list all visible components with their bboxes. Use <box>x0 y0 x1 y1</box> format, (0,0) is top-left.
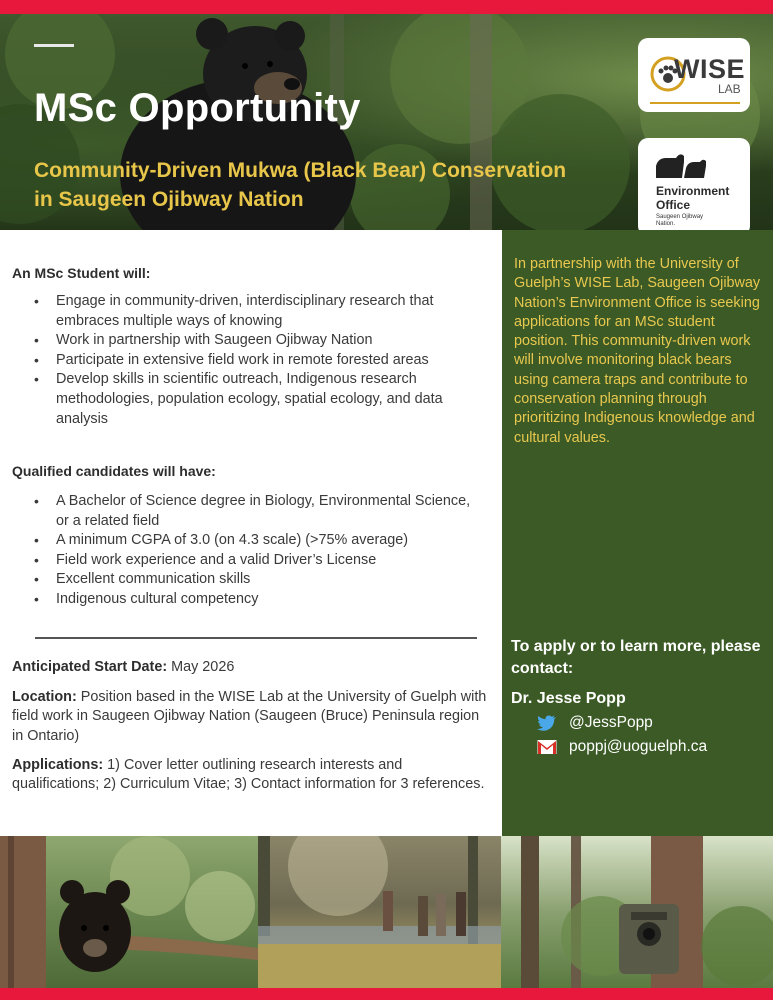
start-date-label: Anticipated Start Date: <box>12 659 168 675</box>
list-item: • Participate in extensive field work in remote forested areas <box>12 351 482 371</box>
env-office-line-2: Office <box>656 198 691 212</box>
top-red-bar <box>0 0 773 14</box>
bear-family-icon <box>654 150 714 180</box>
start-date-value: May 2026 <box>167 659 235 675</box>
student-list <box>12 292 482 429</box>
location <box>12 688 490 746</box>
contact-name: Dr. Jesse Popp <box>511 690 626 707</box>
field-team-photo <box>258 836 501 988</box>
main-content <box>0 230 502 836</box>
subtitle-line-2: in Saugeen Ojibway Nation <box>34 188 304 211</box>
twitter-handle[interactable]: @JessPopp <box>569 714 653 731</box>
twitter-bird-icon <box>537 715 557 731</box>
page-title: MSc Opportunity <box>34 86 361 130</box>
page-subtitle <box>34 156 634 214</box>
qualified-list <box>12 492 482 610</box>
header-banner <box>0 14 773 230</box>
wise-logo-text: WISE <box>674 54 746 84</box>
list-item: • A Bachelor of Science degree in Biology, Environmental Science, or a related field <box>12 492 482 531</box>
env-office-line-1: Environment <box>656 184 730 198</box>
apply-heading: To apply or to learn more, please contact: <box>511 638 761 677</box>
list-item: • Field work experience and a valid Driver’s License <box>12 551 482 571</box>
start-date <box>12 658 490 677</box>
email-contact[interactable] <box>537 738 707 756</box>
environment-office-logo <box>638 138 750 230</box>
bear-cub-photo <box>0 836 258 988</box>
logo-underline-decoration <box>650 98 740 108</box>
sidebar-intro: In partnership with the University of Guelph’s WISE Lab, Saugeen Ojibway Nation’s Environment Office is seeking applications for an MSc student position. This community-driven work will involve monitoring black bears using camera traps and contribute to conservation planning through prioritizing Indigenous knowledge and cultural values. <box>514 256 761 446</box>
location-value: Position based in the WISE Lab at the University of Guelph with field work in Saugeen Ojibway Nation (Saugeen (Bruce) Peninsula region in Ontario) <box>12 689 487 744</box>
list-item: • Excellent communication skills <box>12 570 482 590</box>
env-office-nation: Saugeen Ojibway Nation. <box>656 214 704 227</box>
sidebar <box>502 230 773 836</box>
list-item: • A minimum CGPA of 3.0 (on 4.3 scale) (>75% average) <box>12 531 482 551</box>
subtitle-line-1: Community-Driven Mukwa (Black Bear) Conservation <box>34 159 567 182</box>
bottom-red-bar <box>0 988 773 1000</box>
applications-label: Applications: <box>12 757 104 773</box>
lab-logo-text: LAB <box>718 82 741 96</box>
camera-trap-photo <box>501 836 773 988</box>
photo-strip <box>0 836 773 988</box>
title-dash-decoration <box>34 44 74 47</box>
qualified-heading: Qualified candidates will have: <box>12 463 216 479</box>
applications-value: 1) Cover letter outlining research interests and qualifications; 2) Curriculum Vitae; 3) Contact information for 3 references. <box>12 757 485 793</box>
student-heading: An MSc Student will: <box>12 265 151 281</box>
email-address[interactable]: poppj@uoguelph.ca <box>569 738 708 755</box>
list-item: • Work in partnership with Saugeen Ojibway Nation <box>12 331 482 351</box>
applications <box>12 756 490 795</box>
list-item: • Indigenous cultural competency <box>12 590 482 610</box>
twitter-contact[interactable] <box>537 714 653 732</box>
gmail-icon <box>537 739 557 755</box>
location-label: Location: <box>12 689 77 705</box>
wise-lab-logo <box>638 38 750 112</box>
list-item: • Engage in community-driven, interdisciplinary research that embraces multiple ways of knowing <box>12 292 482 331</box>
list-item: • Develop skills in scientific outreach, Indigenous research methodologies, population ecology, spatial ecology, and data analysis <box>12 370 482 429</box>
section-divider <box>35 637 477 639</box>
